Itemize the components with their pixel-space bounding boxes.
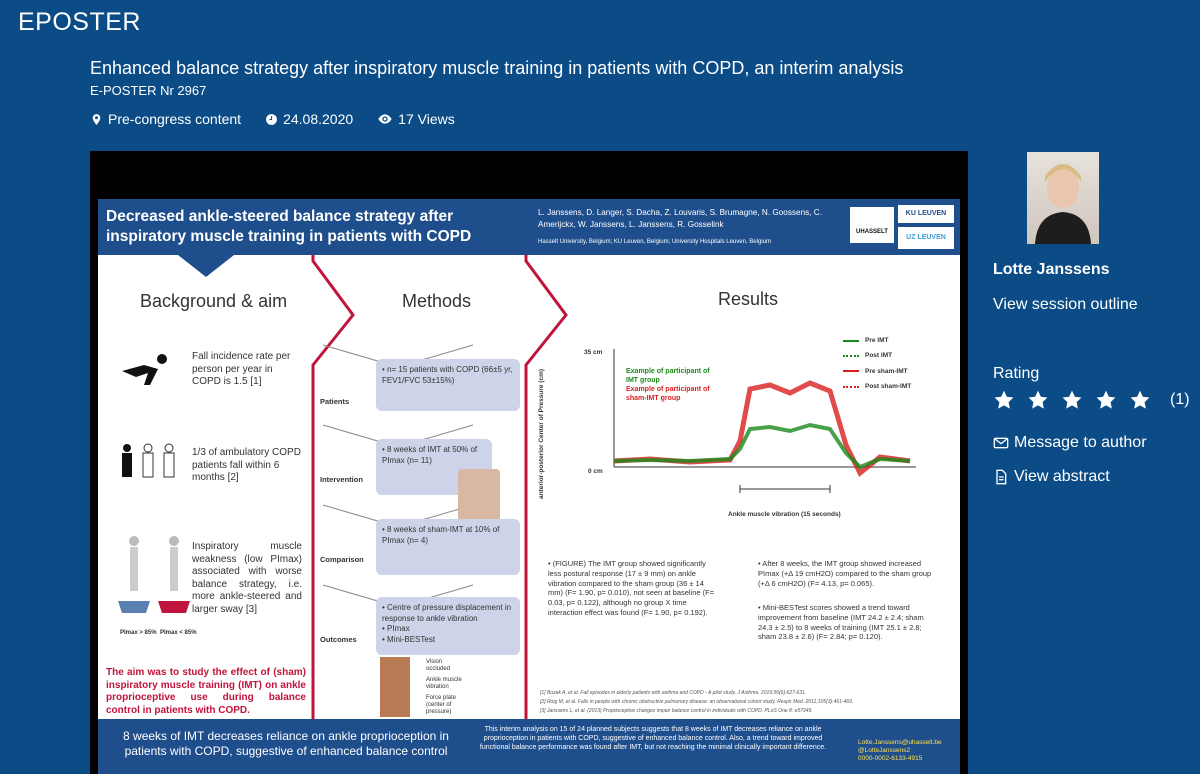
document-icon: [993, 469, 1009, 485]
reference-item: [3] Janssens L, et al. (2013) Proprioceptive changes impair balance control in individuals with COPD. PLoS One 8: e57949.: [540, 708, 813, 714]
section-label: EPOSTER: [18, 8, 141, 36]
author-avatar[interactable]: [1027, 152, 1099, 244]
sway-figure-icon: [116, 535, 192, 619]
star-icon[interactable]: [1027, 389, 1049, 411]
results-y-axis-label: anterior-posterior Center of Pressure (cm): [538, 368, 545, 499]
view-count: [377, 111, 455, 127]
envelope-icon: [993, 435, 1009, 451]
outcome-item: • Mini-BESTest: [382, 634, 436, 644]
contact-twitter: @LotteJanssens2: [858, 747, 911, 754]
references: [540, 689, 940, 716]
result-minibestest: • Mini-BESTest scores showed a trend toward improvement from baseline (IMT 24.2 ± 2.4; sham 24.3 ± 2.5) to 8 weeks of training (IMT 25.1 ± 2.8; sham 23.8 ± 2.6) (F= 2.84; p= 0.120).: [758, 603, 924, 642]
view-abstract-link[interactable]: [993, 468, 1110, 486]
uhasselt-logo: UHASSELT: [850, 207, 894, 243]
setup-label: Force plate (center of pressure): [426, 695, 457, 715]
star-icon[interactable]: [1095, 389, 1117, 411]
pimax-high-label: PImax > 85%: [120, 630, 157, 636]
contact-block: [858, 739, 942, 763]
content-type: [90, 111, 241, 127]
poster-authors: L. Janssens, D. Langer, S. Dacha, Z. Louvaris, S. Brumagne, N. Goossens, C. Amerijckx, W. Janssens, L. Janssens, R. Gosselink: [538, 208, 822, 229]
y-top-label: 35 cm: [584, 349, 603, 356]
y-zero-label: 0 cm: [588, 468, 603, 475]
outcome-item: • Centre of pressure displacement in response to ankle vibration: [382, 603, 512, 623]
patients-box: • n= 15 patients with COPD (66±5 yr, FEV1/FVC 53±15%): [376, 359, 520, 411]
background-heading: Background & aim: [140, 291, 288, 311]
chart-legend: [843, 333, 911, 394]
people-icon: [118, 443, 180, 479]
content-type-label: Pre-congress content: [108, 111, 242, 127]
setup-label: Ankle muscle vibration: [426, 677, 462, 690]
rating-count: (1): [1170, 391, 1190, 408]
reference-item: [1] Bozek A, et al. Fall episodes in elderly patients with asthma and COPD - A pilot study. J Asthma. 2019;56(6):627-631.: [540, 690, 807, 696]
results-heading: Results: [718, 289, 779, 309]
star-icon[interactable]: [1129, 389, 1151, 411]
pimax-low-label: PImax < 85%: [160, 630, 197, 636]
star-icon[interactable]: [1061, 389, 1083, 411]
author-name[interactable]: Lotte Janssens: [993, 261, 1110, 278]
poster-title: Enhanced balance strategy after inspiratory muscle training in patients with COPD, an interim analysis: [90, 58, 904, 78]
poster-affiliations: Hasselt University, Belgium; KU Leuven, Belgium; University Hospitals Leuven, Belgium: [538, 239, 771, 245]
intervention-label: Intervention: [320, 475, 363, 484]
legend-item: Pre IMT: [843, 333, 911, 348]
view-count-label: 17 Views: [398, 111, 455, 127]
legend-item: Post sham-IMT: [843, 379, 911, 394]
poster-header: [98, 199, 960, 255]
outcomes-label: Outcomes: [320, 635, 357, 644]
poster-viewer[interactable]: [90, 151, 968, 774]
view-session-outline-link[interactable]: View session outline: [993, 296, 1138, 313]
rating-label: Rating: [993, 365, 1040, 382]
x-axis-label: Ankle muscle vibration (15 seconds): [728, 511, 841, 518]
poster-meta: [90, 111, 455, 127]
poster-inner-title: Decreased ankle-steered balance strategy after inspiratory muscle training in patients with COPD: [106, 208, 472, 245]
contact-orcid: 0000-0002-6133-4915: [858, 755, 923, 762]
poster-number: E-POSTER Nr 2967: [90, 83, 207, 98]
legend-item: Post IMT: [843, 348, 911, 363]
fall-incidence-text: Fall incidence rate per person per year in COPD is 1.5 [1]: [192, 351, 291, 387]
result-imt-response: • (FIGURE) The IMT group showed significantly less postural response (17 ± 9 mm) on ankle vibration compared to the sham group (36 ± 14 mm) (F= 1.90, p= 0.010), not seen at baseline (F= 0.03, p= 0.122), although no group X time interaction effect was found (F= 1.90, p= 0.192).: [548, 559, 715, 617]
clock-icon: [265, 113, 278, 126]
ambulatory-falls-text: 1/3 of ambulatory COPD patients fall within 6 months [2]: [192, 447, 301, 483]
comparison-label: Comparison: [320, 555, 364, 564]
imt-note: Example of participant of IMT group: [626, 368, 710, 384]
setup-photo: [380, 657, 410, 717]
message-author-label: Message to author: [1014, 434, 1147, 451]
patients-label: Patients: [320, 397, 350, 406]
publish-date: [265, 111, 353, 127]
aim-text: The aim was to study the effect of (sham) inspiratory muscle training (IMT) on ankle proprioceptive use during balance control in patients with COPD.: [106, 667, 306, 716]
outcomes-box: [376, 597, 520, 655]
star-icon[interactable]: [993, 389, 1015, 411]
legend-item: Pre sham-IMT: [843, 364, 911, 379]
summary-text: This interim analysis on 15 of 24 planned subjects suggests that 8 weeks of IMT decreases reliance on ankle proprioception in patients with COPD, suggestive of enhanced balance control. Also, a trend toward improved functional balance performance was found after IMT, but not reaching the minimal clinically important difference.: [479, 726, 827, 751]
kuleuven-logo: KU LEUVEN: [898, 205, 954, 223]
participant-photo: [458, 469, 500, 525]
muscle-weakness-text: Inspiratory muscle weakness (low PImax) associated with worse balance strategy, i.e. more ankle-steered and larger sway [3]: [192, 541, 302, 615]
methods-heading: Methods: [402, 291, 472, 311]
rating-stars[interactable]: [993, 389, 1151, 411]
intervention-box: • 8 weeks of IMT at 50% of PImax (n= 11): [376, 439, 492, 495]
view-abstract-label: View abstract: [1014, 468, 1110, 485]
eye-icon: [377, 111, 393, 127]
result-pimax: • After 8 weeks, the IMT group showed increased PImax (+Δ 19 cmH2O) compared to the sham group (+Δ 6 cmH2O) (F= 4.13, p= 0.065).: [758, 559, 932, 588]
comparison-box: • 8 weeks of sham-IMT at 10% of PImax (n= 4): [376, 519, 520, 575]
poster-footer: [98, 719, 960, 774]
contact-email: Lotte.Janssens@uhasselt.be: [858, 739, 942, 746]
sham-note: Example of participant of sham-IMT group: [626, 386, 710, 402]
publish-date-label: 24.08.2020: [283, 111, 354, 127]
outcome-item: • PImax: [382, 624, 410, 633]
author-photo-icon: [1027, 152, 1099, 244]
uzleuven-logo: UZ LEUVEN: [898, 227, 954, 249]
reference-item: [2] Roig M, et al. Falls in people with chronic obstructive pulmonary disease: an observational cohort study. Respir Med. 2011;105(3):461-469.: [540, 699, 854, 705]
conclusion-text: 8 weeks of IMT decreases reliance on ankle proprioception in patients with COPD, suggestive of enhanced balance control: [123, 729, 449, 758]
falling-person-icon: [114, 351, 174, 391]
poster-image: [98, 199, 960, 774]
message-author-link[interactable]: [993, 434, 1147, 452]
setup-label: Vision occluded: [426, 659, 451, 672]
location-pin-icon: [90, 113, 103, 126]
